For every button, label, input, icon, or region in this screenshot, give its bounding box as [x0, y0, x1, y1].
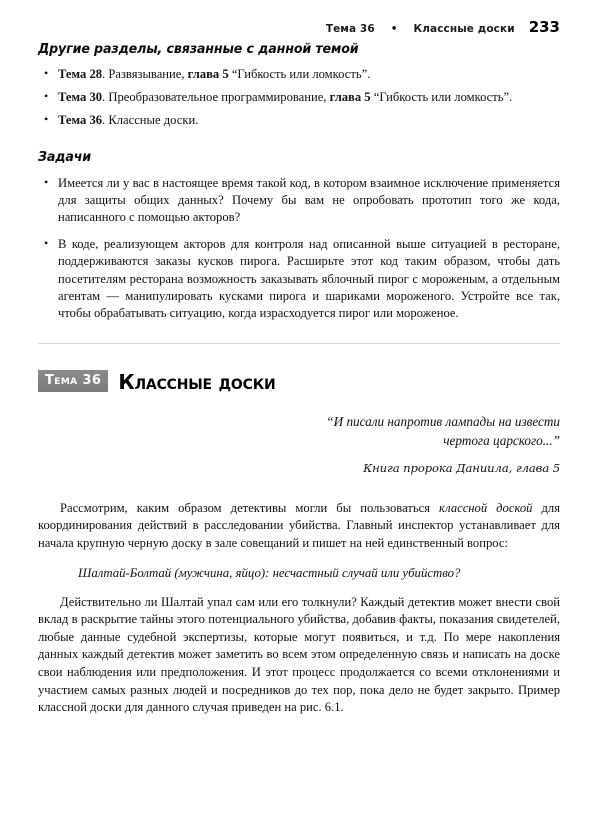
related-sections-list — [38, 66, 560, 130]
list-item-text-after: “Гибкость или ломкость”. — [228, 67, 371, 81]
list-item-text-before: . Развязывание, — [102, 67, 188, 81]
list-item-chapter: глава 5 — [187, 67, 229, 81]
running-head-separator: • — [390, 23, 398, 35]
tasks-list — [38, 175, 560, 323]
list-item-topic: Тема 30 — [58, 90, 103, 105]
tasks-heading: Задачи — [38, 149, 92, 165]
epigraph — [38, 412, 560, 478]
list-item: • В коде, реализующем акторов для контроля над описанной выше ситуацией в ресторане, поддерживаются заказы кусков пирога. Расширьте этот код таким образом, чтобы дать посетителям ресторана возможность заказывать яблочный пирог с мороженым, а отдельным агентам — манипулировать кусками пирога и шариками мороженого. Устройте все так, чтобы обрабатывать ситуацию, когда израсходуется пирог или мороженое. — [38, 236, 560, 323]
section-title: Классные доски — [118, 369, 276, 394]
list-item-text-before: . Преобразовательное программирование, — [102, 90, 330, 105]
list-item-chapter: глава 5 — [329, 90, 371, 105]
section-heading — [38, 370, 560, 392]
epigraph-line-1: “И писали напротив лампады на извести — [326, 413, 560, 429]
running-head-title: Классные доски — [413, 23, 515, 35]
running-head — [326, 18, 560, 36]
epigraph-line-2: чертога царского...” — [443, 432, 560, 448]
paragraph-1-emphasis: классной доской — [439, 500, 533, 515]
blackboard-question: Шалтай-Болтай (мужчина, яйцо): несчастный случай или убийство? — [78, 565, 461, 580]
list-item — [38, 89, 560, 106]
list-item-text-after: “Гибкость или ломкость”. — [370, 90, 513, 105]
list-item — [38, 66, 560, 83]
page-number: 233 — [528, 18, 560, 36]
related-sections-heading: Другие разделы, связанные с данной темой — [38, 42, 359, 57]
page-content — [38, 42, 560, 717]
list-item-text-before: . Классные доски. — [102, 113, 199, 128]
section-divider — [38, 343, 560, 344]
running-head-topic: Тема 36 — [325, 23, 375, 35]
list-item-topic: Тема 28 — [58, 67, 103, 81]
paragraph-1-part-2: для координирования действий в расследовании убийства. Главный инспектор устанавливает для начала крупную черную доску в зале совещаний и пишет на ней единственный вопрос: — [38, 500, 560, 551]
body-paragraph-2: Действительно ли Шалтай упал сам или его толкнули? Каждый детектив может внести свой вклад в раскрытие тайны этого потенциального убийства, добавив факты, показания свидетелей, любые данные судебной экспертизы, которые могут появиться, и т.д. По мере накопления данных каждый детектив может заметить во всем этом определенную связь и написать на доске свои наблюдения или предположения. И этот процесс продолжается со всеми отклонениями и участием самых разных людей и посредников до тех пор, пока дело не будет закрыто. Пример классной доски для данного случая приведен на рис. 6.1. — [38, 594, 560, 715]
list-item: • Имеется ли у вас в настоящее время такой код, в котором взаимное исключение применяется для защиты общих данных? Почему бы вам не опробовать прототип того же кода, написанного с помощью акторов? — [38, 175, 560, 227]
topic-badge: Тема 36 — [38, 370, 108, 392]
list-item-topic: Тема 36 — [58, 113, 103, 128]
list-item — [38, 112, 560, 129]
body-paragraph-1 — [38, 500, 560, 553]
paragraph-1-part-1: Рассмотрим, каким образом детективы могли бы пользоваться — [60, 500, 440, 515]
epigraph-attribution: Книга пророка Даниила, глава 5 — [363, 460, 560, 475]
